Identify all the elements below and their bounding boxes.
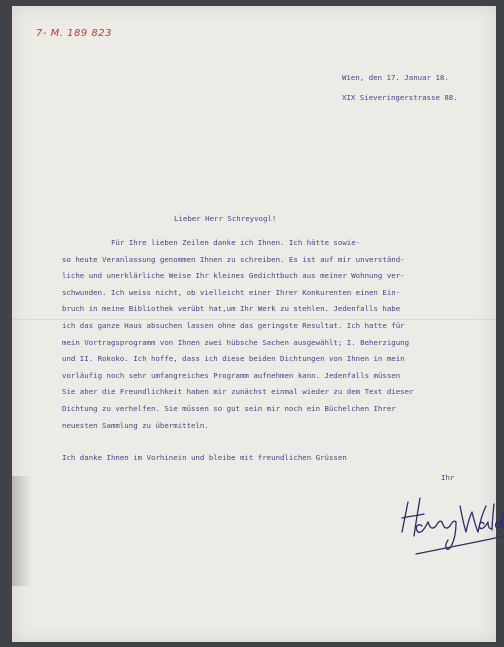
closing-line: Ich danke Ihnen im Vorhinein und bleibe mit freundlichen Grüssen (62, 453, 347, 462)
body-line: bruch in meine Bibliothek verübt hat,um Ihr Werk zu stehlen. Jedenfalls habe (62, 304, 401, 314)
archive-number: 7- M. 189 823 (36, 28, 112, 39)
letter-page (12, 6, 496, 642)
address-line: XIX Sieveringerstrasse 88. (342, 93, 458, 102)
paper-tear (12, 476, 32, 586)
body-line: liche und unerklärliche Weise Ihr kleines Gedichtbuch aus meiner Wohnung ver- (62, 271, 405, 281)
salutation: Lieber Herr Schreyvogl! (174, 214, 277, 223)
body-line: schwunden. Ich weiss nicht, ob vielleicht einer Ihrer Konkurenten einen Ein- (62, 287, 401, 297)
body-line: und II. Rokoko. Ich hoffe, dass ich diese beiden Dichtungen von Ihnen in mein (62, 354, 405, 364)
body-line: vorläufig noch sehr umfangreiches Programm aufnehmen kann. Jedenfalls müssen (62, 370, 401, 380)
signoff: Ihr (441, 473, 455, 482)
body-line: ich das ganze Haus absuchen lassen ohne das geringste Resultat. Ich hatte für (62, 320, 405, 330)
letter-body (62, 235, 414, 434)
date-line: Wien, den 17. Januar 18. (342, 73, 449, 82)
handwritten-signature (396, 492, 504, 572)
body-line: neuesten Sammlung zu übermitteln. (62, 420, 209, 430)
body-line: Dichtung zu verhelfen. Sie müssen so gut sein mir noch ein Büchelchen Ihrer (62, 403, 396, 413)
body-line: Sie aber die Freundlichkeit haben mir zunächst einmal wieder zu dem Text dieser (62, 387, 414, 397)
letter-header (342, 68, 458, 108)
body-line: mein Vortragsprogramm von Ihnen zwei hübsche Sachen ausgewählt; I. Beherzigung (62, 337, 410, 347)
body-line: so heute Veranlassung genommen Ihnen zu schreiben. Es ist auf mir unverständ- (62, 254, 405, 264)
body-line: Für Ihre lieben Zeilen danke ich Ihnen. Ich hätte sowie- (62, 238, 361, 247)
